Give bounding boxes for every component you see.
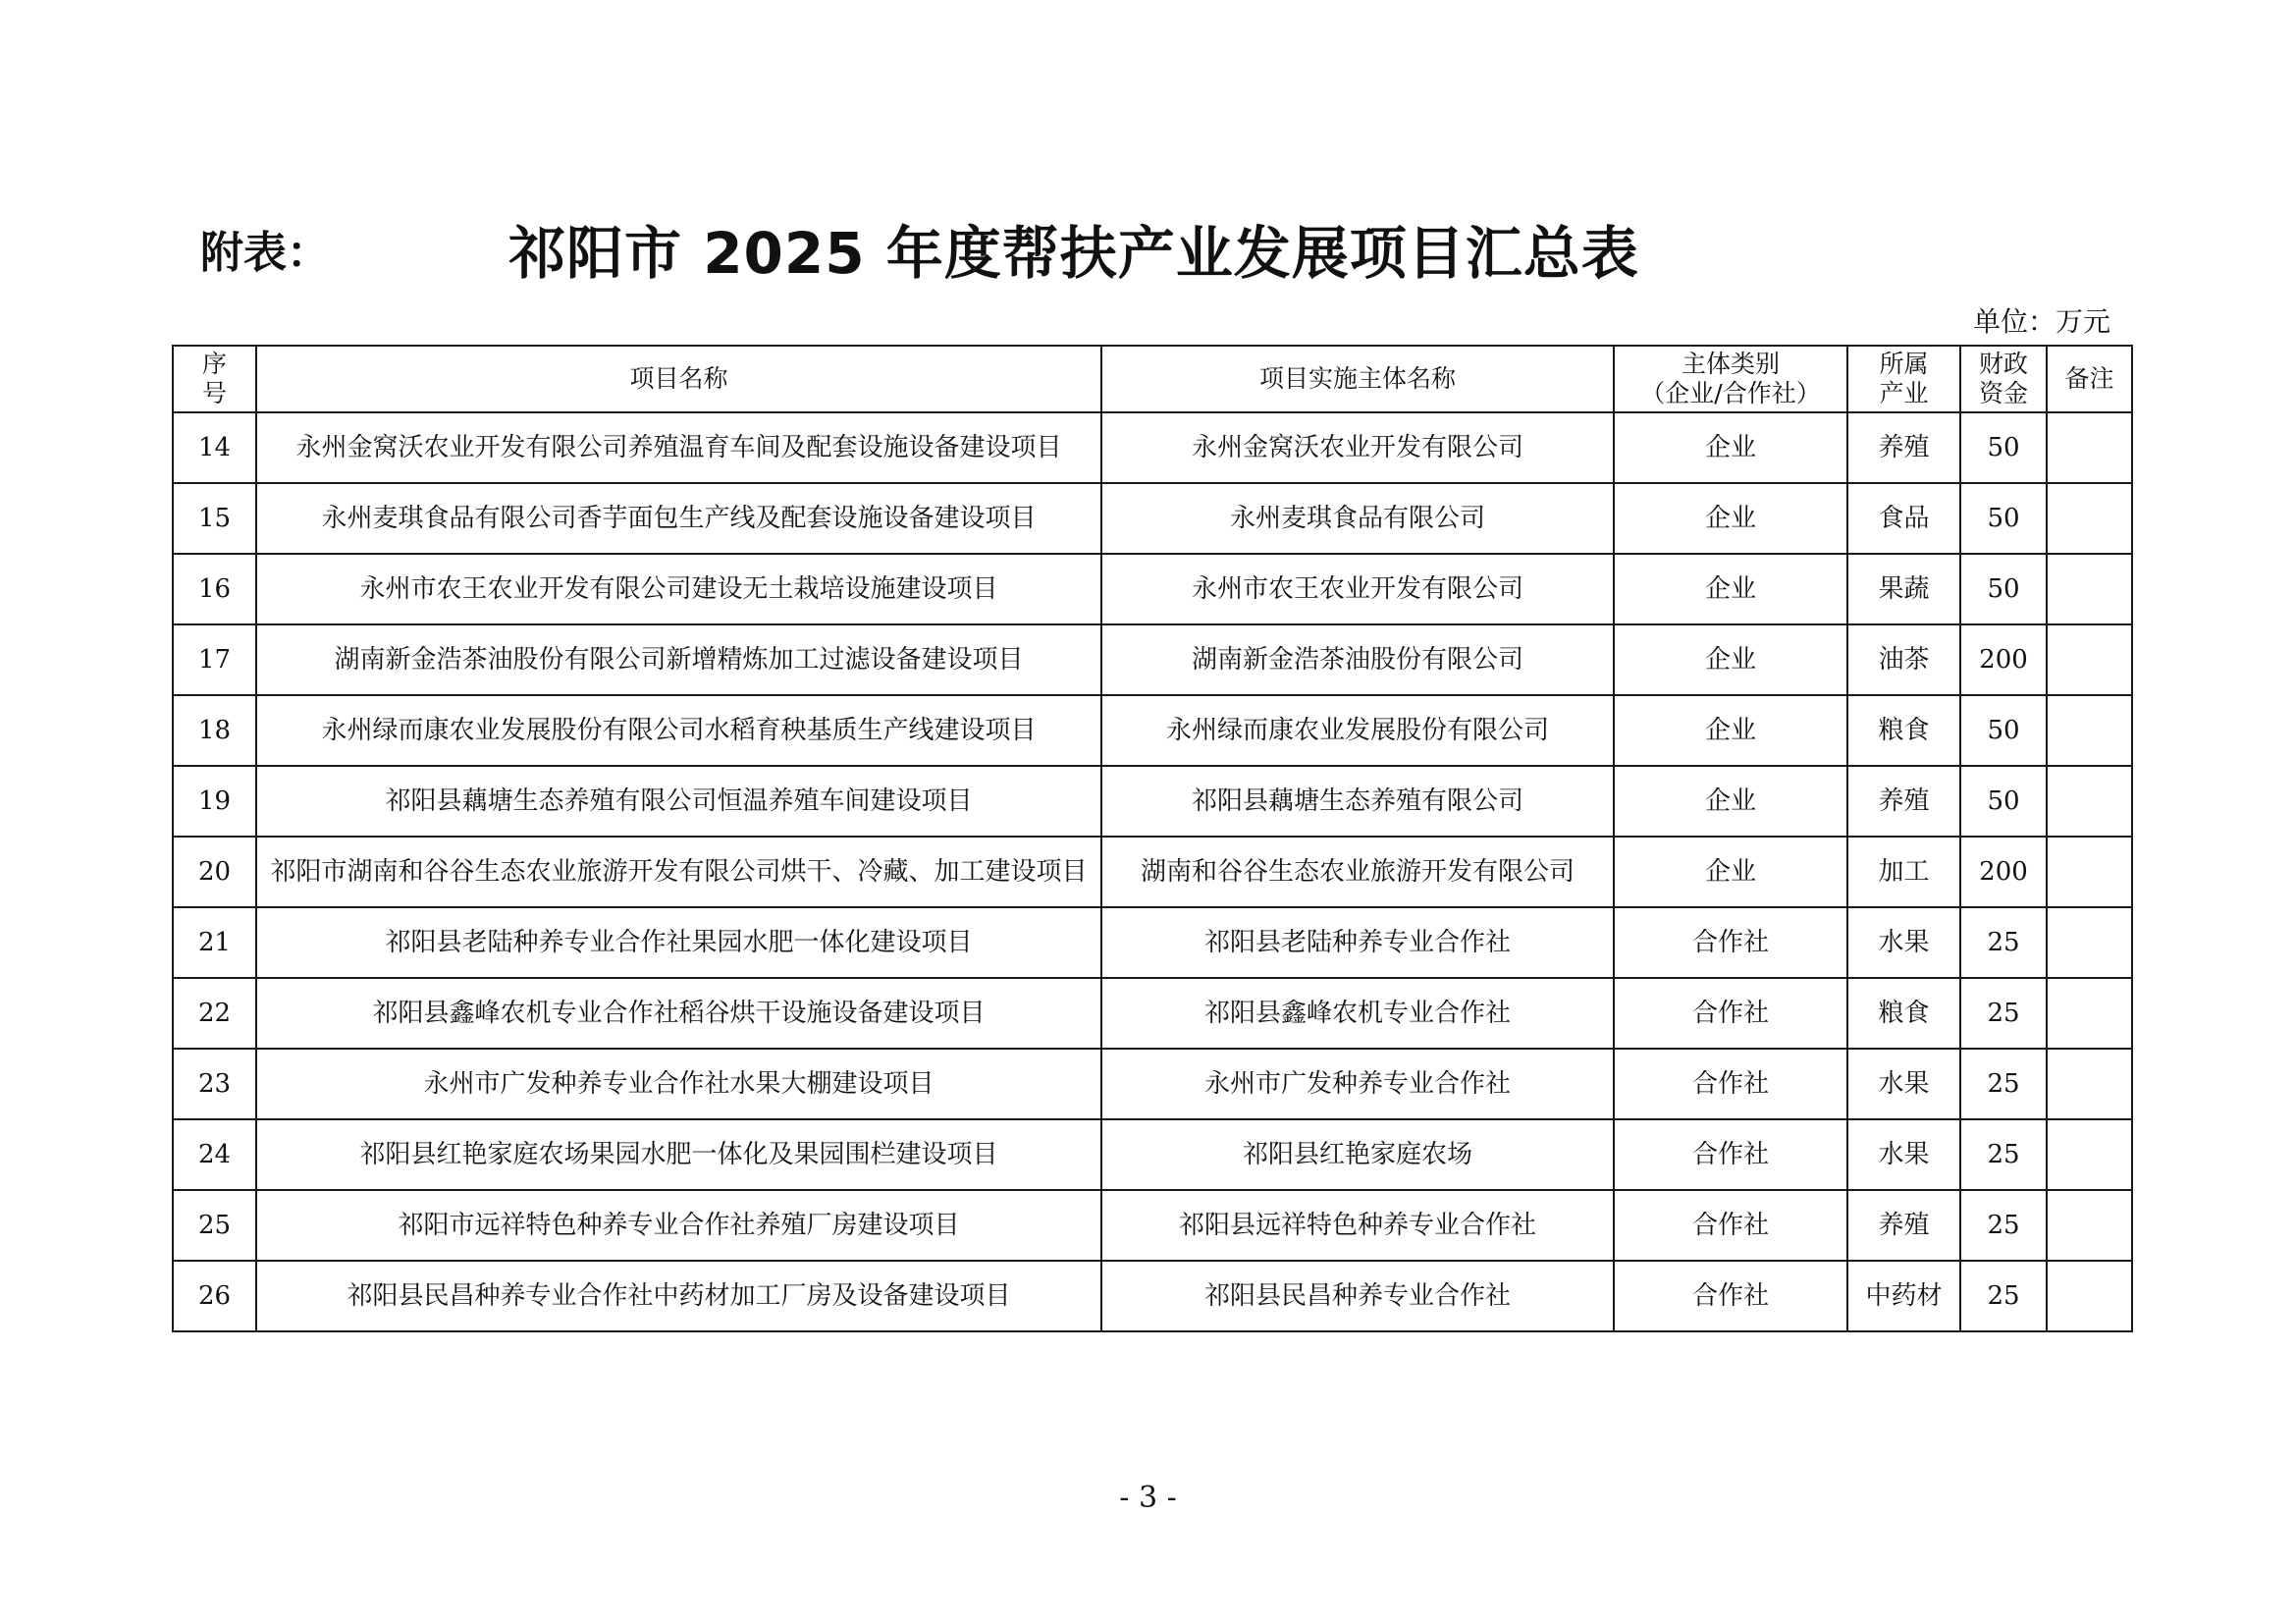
cell-funds: 50 (1960, 554, 2047, 624)
cell-industry: 食品 (1847, 483, 1960, 554)
cell-entity-type: 企业 (1614, 837, 1847, 907)
cell-remarks (2047, 1119, 2132, 1190)
table-row (173, 1261, 2132, 1331)
table-row (173, 837, 2132, 907)
cell-entity-type: 合作社 (1614, 1119, 1847, 1190)
cell-industry: 养殖 (1847, 412, 1960, 483)
appendix-label: 附表： (200, 228, 330, 278)
page-title: 祁阳市 2025 年度帮扶产业发展项目汇总表 (508, 220, 1639, 287)
cell-entity-type: 企业 (1614, 412, 1847, 483)
column-header-remarks: 备注 (2047, 346, 2132, 412)
cell-project-name: 祁阳市远祥特色种养专业合作社养殖厂房建设项目 (256, 1190, 1101, 1261)
cell-project-name: 永州市广发种养专业合作社水果大棚建设项目 (256, 1049, 1101, 1119)
cell-project-name: 祁阳市湖南和谷谷生态农业旅游开发有限公司烘干、冷藏、加工建设项目 (256, 837, 1101, 907)
cell-seq: 16 (173, 554, 256, 624)
column-header-seq (173, 346, 256, 412)
table-row (173, 1049, 2132, 1119)
table-row (173, 907, 2132, 978)
cell-funds: 25 (1960, 907, 2047, 978)
cell-industry: 水果 (1847, 1049, 1960, 1119)
column-header-entity-name: 项目实施主体名称 (1101, 346, 1614, 412)
cell-industry: 中药材 (1847, 1261, 1960, 1331)
cell-entity-type: 企业 (1614, 554, 1847, 624)
cell-entity-type: 合作社 (1614, 1190, 1847, 1261)
unit-note: 单位：万元 (1972, 305, 2110, 338)
column-header-industry (1847, 346, 1960, 412)
cell-industry: 养殖 (1847, 766, 1960, 837)
cell-entity-name: 永州麦琪食品有限公司 (1101, 483, 1614, 554)
cell-industry: 油茶 (1847, 624, 1960, 695)
column-header-industry-line1: 所属 (1879, 350, 1929, 378)
cell-seq: 21 (173, 907, 256, 978)
project-summary-table (172, 345, 2133, 1332)
cell-funds: 50 (1960, 483, 2047, 554)
cell-seq: 17 (173, 624, 256, 695)
cell-seq: 20 (173, 837, 256, 907)
cell-industry: 水果 (1847, 1119, 1960, 1190)
table-row (173, 554, 2132, 624)
cell-remarks (2047, 766, 2132, 837)
cell-seq: 23 (173, 1049, 256, 1119)
cell-entity-type: 合作社 (1614, 978, 1847, 1049)
table-row (173, 412, 2132, 483)
cell-funds: 200 (1960, 624, 2047, 695)
cell-seq: 14 (173, 412, 256, 483)
cell-remarks (2047, 1049, 2132, 1119)
cell-remarks (2047, 978, 2132, 1049)
cell-entity-name: 祁阳县老陆种养专业合作社 (1101, 907, 1614, 978)
cell-seq: 18 (173, 695, 256, 766)
cell-entity-name: 祁阳县藕塘生态养殖有限公司 (1101, 766, 1614, 837)
cell-funds: 200 (1960, 837, 2047, 907)
cell-project-name: 永州麦琪食品有限公司香芋面包生产线及配套设施设备建设项目 (256, 483, 1101, 554)
cell-entity-type: 企业 (1614, 483, 1847, 554)
cell-project-name: 湖南新金浩茶油股份有限公司新增精炼加工过滤设备建设项目 (256, 624, 1101, 695)
cell-funds: 25 (1960, 1049, 2047, 1119)
column-header-funds-line2: 资金 (1978, 379, 2028, 407)
cell-entity-type: 合作社 (1614, 1049, 1847, 1119)
cell-remarks (2047, 554, 2132, 624)
table-row (173, 1119, 2132, 1190)
cell-remarks (2047, 1261, 2132, 1331)
cell-remarks (2047, 695, 2132, 766)
cell-project-name: 永州金窝沃农业开发有限公司养殖温育车间及配套设施设备建设项目 (256, 412, 1101, 483)
cell-entity-name: 永州绿而康农业发展股份有限公司 (1101, 695, 1614, 766)
cell-entity-name: 祁阳县民昌种养专业合作社 (1101, 1261, 1614, 1331)
table-row (173, 483, 2132, 554)
table-header-row (173, 346, 2132, 412)
cell-industry: 加工 (1847, 837, 1960, 907)
cell-entity-name: 永州金窝沃农业开发有限公司 (1101, 412, 1614, 483)
column-header-entity-type-line2: （企业/合作社） (1640, 379, 1821, 407)
cell-entity-name: 祁阳县远祥特色种养专业合作社 (1101, 1190, 1614, 1261)
cell-entity-type: 企业 (1614, 624, 1847, 695)
table-row (173, 695, 2132, 766)
cell-industry: 粮食 (1847, 978, 1960, 1049)
cell-remarks (2047, 1190, 2132, 1261)
cell-funds: 25 (1960, 978, 2047, 1049)
cell-seq: 22 (173, 978, 256, 1049)
cell-industry: 果蔬 (1847, 554, 1960, 624)
cell-funds: 50 (1960, 695, 2047, 766)
cell-entity-name: 祁阳县红艳家庭农场 (1101, 1119, 1614, 1190)
cell-funds: 25 (1960, 1190, 2047, 1261)
cell-industry: 水果 (1847, 907, 1960, 978)
cell-project-name: 祁阳县鑫峰农机专业合作社稻谷烘干设施设备建设项目 (256, 978, 1101, 1049)
column-header-project-name: 项目名称 (256, 346, 1101, 412)
cell-remarks (2047, 412, 2132, 483)
cell-project-name: 祁阳县老陆种养专业合作社果园水肥一体化建设项目 (256, 907, 1101, 978)
column-header-seq-line1: 序 (201, 350, 227, 378)
cell-project-name: 祁阳县红艳家庭农场果园水肥一体化及果园围栏建设项目 (256, 1119, 1101, 1190)
cell-seq: 24 (173, 1119, 256, 1190)
cell-funds: 50 (1960, 766, 2047, 837)
cell-seq: 26 (173, 1261, 256, 1331)
cell-funds: 25 (1960, 1119, 2047, 1190)
cell-entity-type: 合作社 (1614, 1261, 1847, 1331)
cell-project-name: 永州绿而康农业发展股份有限公司水稻育秧基质生产线建设项目 (256, 695, 1101, 766)
cell-project-name: 祁阳县民昌种养专业合作社中药材加工厂房及设备建设项目 (256, 1261, 1101, 1331)
cell-industry: 粮食 (1847, 695, 1960, 766)
cell-entity-type: 企业 (1614, 695, 1847, 766)
table-row (173, 1190, 2132, 1261)
cell-entity-name: 湖南和谷谷生态农业旅游开发有限公司 (1101, 837, 1614, 907)
cell-entity-name: 祁阳县鑫峰农机专业合作社 (1101, 978, 1614, 1049)
table-row (173, 978, 2132, 1049)
cell-entity-name: 永州市农王农业开发有限公司 (1101, 554, 1614, 624)
column-header-entity-type-line1: 主体类别 (1681, 350, 1780, 378)
cell-entity-type: 合作社 (1614, 907, 1847, 978)
table-row (173, 624, 2132, 695)
table-row (173, 766, 2132, 837)
column-header-funds-line1: 财政 (1978, 350, 2028, 378)
cell-seq: 15 (173, 483, 256, 554)
cell-project-name: 永州市农王农业开发有限公司建设无土栽培设施建设项目 (256, 554, 1101, 624)
cell-remarks (2047, 624, 2132, 695)
cell-entity-name: 湖南新金浩茶油股份有限公司 (1101, 624, 1614, 695)
cell-remarks (2047, 837, 2132, 907)
cell-remarks (2047, 907, 2132, 978)
cell-industry: 养殖 (1847, 1190, 1960, 1261)
column-header-entity-type (1614, 346, 1847, 412)
page-number: - 3 - (1119, 1481, 1177, 1515)
cell-entity-name: 永州市广发种养专业合作社 (1101, 1049, 1614, 1119)
cell-funds: 25 (1960, 1261, 2047, 1331)
cell-funds: 50 (1960, 412, 2047, 483)
column-header-industry-line2: 产业 (1879, 379, 1929, 407)
cell-project-name: 祁阳县藕塘生态养殖有限公司恒温养殖车间建设项目 (256, 766, 1101, 837)
cell-seq: 25 (173, 1190, 256, 1261)
cell-remarks (2047, 483, 2132, 554)
cell-seq: 19 (173, 766, 256, 837)
column-header-funds (1960, 346, 2047, 412)
column-header-seq-line2: 号 (201, 379, 227, 407)
cell-entity-type: 企业 (1614, 766, 1847, 837)
